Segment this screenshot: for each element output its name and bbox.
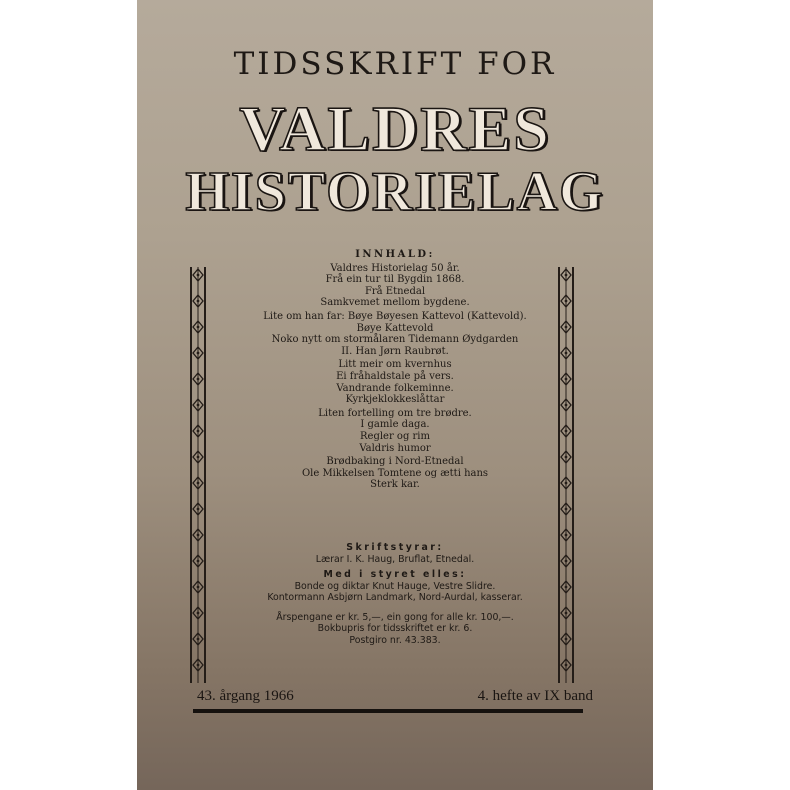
contents-item: Sterk kar. (370, 479, 420, 491)
journal-title-historielag: HISTORIELAG (185, 161, 605, 223)
board-label: Med i styret elles: (323, 569, 467, 580)
contents-item: Valdres Historielag 50 år. (330, 262, 460, 274)
contents-item: Frå ein tur til Bygdin 1868. (325, 274, 465, 286)
pricing-line: Bokbupris for tidsskriftet er kr. 6. (317, 623, 473, 634)
volume-year: 43. årgang 1966 (197, 688, 294, 704)
footer-rule (193, 709, 583, 713)
table-of-contents (217, 249, 573, 493)
issue-number: 4. hefte av IX band (477, 688, 593, 704)
contents-item: Kyrkjeklokkeslåttar (345, 394, 445, 406)
contents-group (217, 359, 573, 405)
contents-item: Samkvemet mellom bygdene. (320, 297, 470, 309)
contents-item: Valdris humor (359, 442, 431, 454)
journal-cover (137, 0, 653, 790)
editor-label: Skriftstyrar: (346, 542, 444, 553)
contents-item: Regler og rim (360, 430, 430, 442)
journal-subtitle: TIDSSKRIFT FOR (233, 46, 557, 82)
contents-item: II. Han Jørn Raubrøt. (341, 345, 449, 357)
board-member: Kontormann Asbjørn Landmark, Nord-Aurdal, kasserar. (267, 592, 523, 603)
contents-group (217, 408, 573, 454)
editorial-info (197, 542, 593, 646)
contents-group (217, 311, 573, 357)
contents-item: Frå Etnedal (364, 285, 426, 297)
contents-group (217, 456, 573, 491)
pricing-line: Postgiro nr. 43.383. (349, 634, 441, 646)
journal-title-valdres: VALDRES (239, 93, 551, 164)
contents-item: Noko nytt om stormålaren Tidemann Øydgarden (271, 334, 519, 346)
contents-item: I gamle daga. (360, 419, 430, 431)
contents-item: Liten fortelling om tre brødre. (318, 407, 472, 419)
editor-name: Lærar I. K. Haug, Bruflat, Etnedal. (315, 553, 475, 565)
contents-item: Ole Mikkelsen Tomtene og ætti hans (301, 467, 489, 479)
board-member: Bonde og diktar Knut Hauge, Vestre Slidre. (294, 580, 496, 592)
contents-item: Bøye Kattevold (356, 322, 434, 334)
contents-heading: INNHALD: (355, 249, 435, 260)
contents-item: Vandrande folkeminne. (336, 382, 454, 394)
pricing-line: Årspengane er kr. 5,—, ein gong for alle kr. 100,—. (276, 611, 514, 623)
contents-item: Brødbaking i Nord-Etnedal (326, 456, 464, 468)
contents-item: Lite om han far: Bøye Bøyesen Kattevol (Kattevold). (263, 310, 527, 322)
contents-group (217, 263, 573, 309)
contents-item: Litt meir om kvernhus (338, 359, 452, 371)
contents-item: Ei fråhaldstale på vers. (336, 370, 454, 382)
